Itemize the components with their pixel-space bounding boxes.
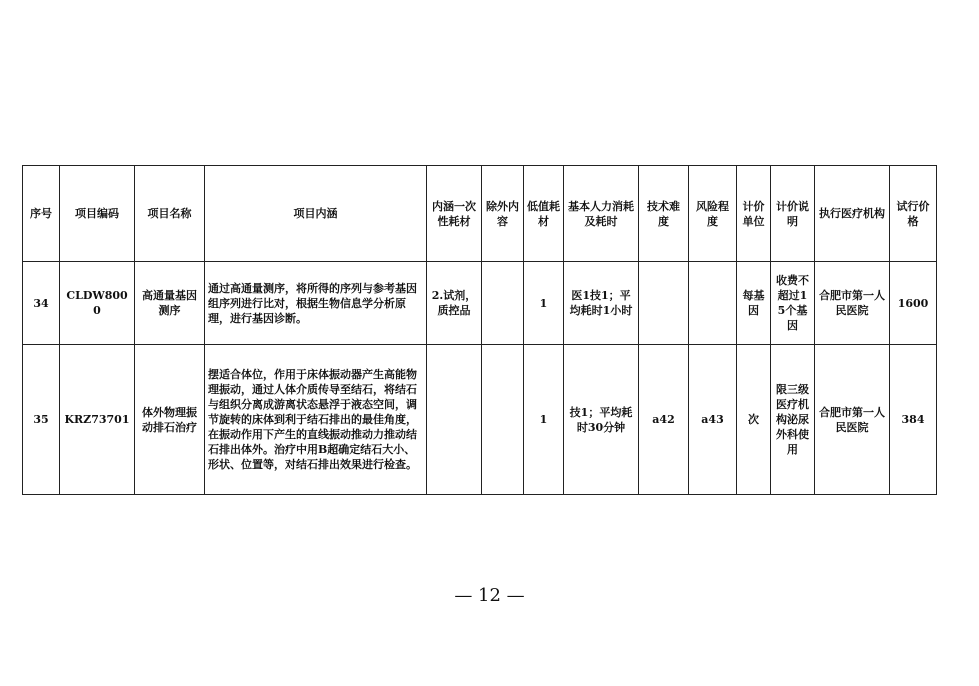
cell-unit: 次	[737, 345, 771, 495]
cell-no: 34	[23, 262, 60, 345]
cell-unit: 每基因	[737, 262, 771, 345]
header-cell: 试行价格	[890, 166, 937, 262]
cell-risk	[689, 262, 737, 345]
cell-no: 35	[23, 345, 60, 495]
header-cell: 风险程度	[689, 166, 737, 262]
price-table	[22, 165, 937, 495]
cell-institution: 合肥市第一人民医院	[815, 262, 890, 345]
cell-consumables	[427, 345, 482, 495]
cell-content: 通过高通量测序，将所得的序列与参考基因组序列进行比对，根据生物信息学分析原理，进行基因诊断。	[205, 262, 427, 345]
cell-content: 摆适合体位，作用于床体振动器产生高能物理振动，通过人体介质传导至结石，将结石与组织分离成游离状态悬浮于液态空间，调节旋转的床体到利于结石排出的最佳角度，在振动作用下产生的直线振动推动力推动结石排出体外。治疗中用B超确定结石大小、形状、位置等，对结石排出效果进行检查。	[205, 345, 427, 495]
cell-excluded	[482, 262, 524, 345]
cell-risk: a43	[689, 345, 737, 495]
table-header-row	[23, 166, 937, 262]
cell-low-value: 1	[524, 262, 564, 345]
cell-note: 限三级医疗机构泌尿外科使用	[771, 345, 815, 495]
header-cell: 计价单位	[737, 166, 771, 262]
header-cell: 项目内涵	[205, 166, 427, 262]
header-cell: 项目编码	[60, 166, 135, 262]
cell-price: 1600	[890, 262, 937, 345]
cell-manpower: 医1技1；平均耗时1小时	[564, 262, 639, 345]
cell-excluded	[482, 345, 524, 495]
cell-name: 高通量基因测序	[135, 262, 205, 345]
cell-code: KRZ73701	[60, 345, 135, 495]
header-cell: 内涵一次性耗材	[427, 166, 482, 262]
header-cell: 除外内容	[482, 166, 524, 262]
cell-price: 384	[890, 345, 937, 495]
table-row	[23, 345, 937, 495]
header-cell: 低值耗材	[524, 166, 564, 262]
cell-institution: 合肥市第一人民医院	[815, 345, 890, 495]
cell-name: 体外物理振动排石治疗	[135, 345, 205, 495]
header-cell: 执行医疗机构	[815, 166, 890, 262]
page-number: — 12 —	[454, 585, 525, 606]
cell-note: 收费不超过15个基因	[771, 262, 815, 345]
header-cell: 项目名称	[135, 166, 205, 262]
table-row	[23, 262, 937, 345]
header-cell: 序号	[23, 166, 60, 262]
cell-manpower: 技1；平均耗时30分钟	[564, 345, 639, 495]
header-cell: 基本人力消耗及耗时	[564, 166, 639, 262]
header-cell: 技术难度	[639, 166, 689, 262]
cell-code: CLDW8000	[60, 262, 135, 345]
cell-difficulty	[639, 262, 689, 345]
cell-low-value: 1	[524, 345, 564, 495]
cell-consumables: 2.试剂，质控品	[427, 262, 482, 345]
cell-difficulty: a42	[639, 345, 689, 495]
header-cell: 计价说明	[771, 166, 815, 262]
